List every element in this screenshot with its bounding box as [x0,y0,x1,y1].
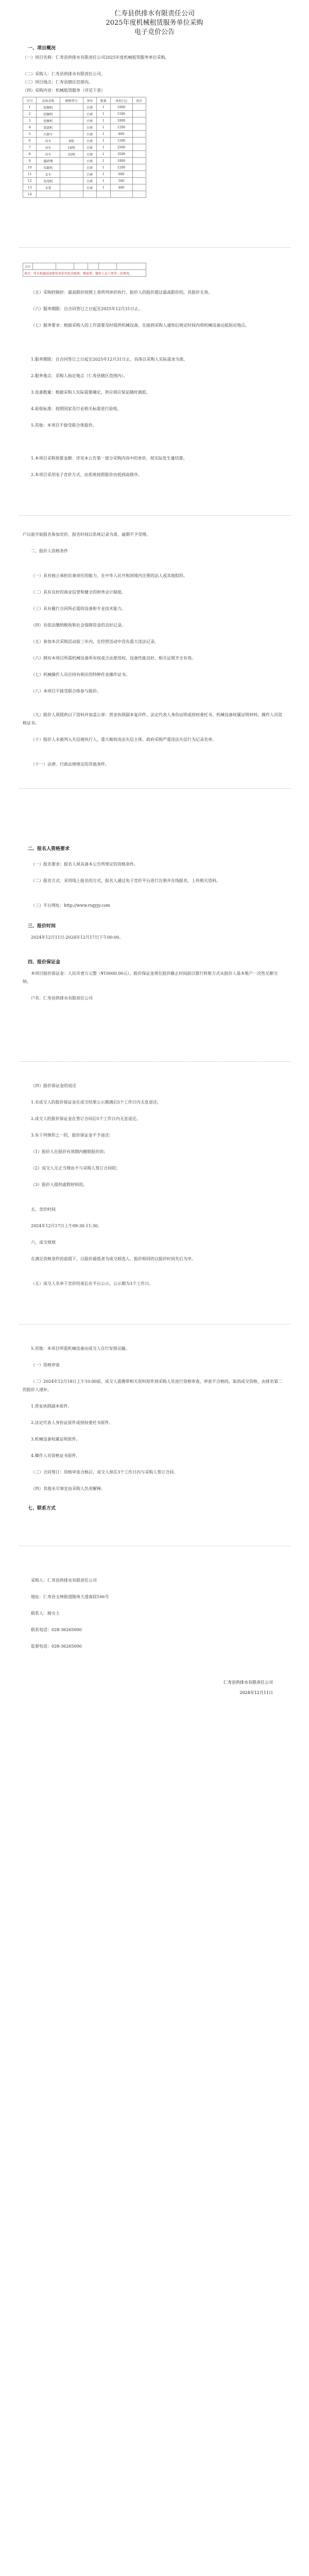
table-cell [132,117,146,124]
table-cell: 台班 [83,158,96,164]
table-cell: 2500 [110,144,132,151]
paragraph: 六、成交规则 [31,1240,56,1245]
paragraph: （二）2024年12月18日上午10:00前，成交人需携带相关资料原件到采购人处进行资格审查，审查不合格的，取消成交资格，由排名第二的报价人递补。 [23,1379,282,1392]
table-cell [60,171,83,178]
table-cell: 500 [110,178,132,184]
paragraph: 户以前开始报名参加竞价，报名时间以系统记录为准，逾期不予受理。 [23,532,150,537]
table-cell [132,144,146,151]
page-break [20,247,290,248]
paragraph: （四）其他未尽事宜由采购人负责解释。 [31,1486,105,1491]
paragraph: 在满足资格条件的前提下，以报价最低者为成交候选人，报价相同的以报价时间先后为序。 [31,1257,196,1261]
paragraph: 4.验收标准：按照国家及行业相关标准进行验收。 [31,406,122,411]
table-cell [60,111,83,117]
table-cell: 1 [97,158,110,164]
table-cell [37,191,60,198]
table-cell: 25吨 [60,151,83,158]
table-row [23,117,146,124]
paragraph: （五）参加本次采购活动前三年内，在经营活动中没有重大违法记录。 [31,639,159,644]
table-cell: 14 [23,191,37,198]
table-cell [60,131,83,138]
table-cell [60,124,83,131]
table-cell: 吊车 [37,144,60,151]
paragraph: 2.服务地点：采购人指定地点（仁寿县辖区范围内）。 [31,374,128,378]
table-cell [60,117,83,124]
table-cell: 台班 [83,178,96,184]
table-cell: 挖掘机 [37,104,60,111]
table-cell [117,263,146,270]
rental-table-continued [23,263,146,277]
table-cell: 8 [23,151,37,158]
table-cell: 1200 [110,124,132,131]
table-cell: 2 [23,111,37,117]
paragraph: （三）合同签订：资格审查合格后，成交人须在3个工作日内与采购人签订合同。 [31,1470,178,1475]
table-cell: 1500 [110,138,132,144]
paragraph: （五）采购控制价：最高限价按照上表所列单价执行，报价人的报价超过最高限价的，其报价无效。 [31,290,212,295]
table-cell: 1000 [110,104,132,111]
signature-date: 2024年12月11日 [239,1690,273,1695]
table-header-cell: 单位 [83,97,96,104]
table-cell: 1 [97,111,110,117]
contact-line: 地址：仁寿县文林街道陵州大道南段166号 [31,1595,109,1599]
paragraph: （一）报名要求：报名人须具备本公告所规定的资格条件。 [31,862,138,867]
paragraph: （二）采购人：仁寿县供排水有限责任公司。 [23,72,105,76]
table-cell [110,191,132,198]
table-cell: 叉车 [37,171,60,178]
table-row [23,164,146,171]
table-cell: 3 [23,117,37,124]
table-cell: 16吨 [60,144,83,151]
table-cell: 1800 [110,117,132,124]
table-row [23,178,146,184]
paragraph: 3.有下列情形之一的，报价保证金不予退还： [31,1133,113,1138]
table-row [23,151,146,158]
table-row [23,270,146,277]
table-cell: 1 [97,178,110,184]
table-row [23,144,146,151]
table-cell [132,184,146,191]
contact-phone: 监督电话：028-36265000 [31,1644,82,1649]
table-cell: 装载机 [37,124,60,131]
table-header-cell: 规格型号 [60,97,83,104]
table-cell [132,151,146,158]
paragraph: 3.机械设备权属证明原件。 [31,1437,80,1442]
title-project: 2025年度机械租赁服务单位采购 [106,19,203,27]
table-cell [60,178,83,184]
paragraph: （六）拥有本项目所需机械设备所有权或合法使用权，设备性能良好，相关证照齐全有效。 [31,656,196,660]
table-row [23,191,146,198]
table-row [23,138,146,144]
table-cell [88,263,99,270]
paragraph: 1.未成交人的报价保证金在成交结果公示期满后5个工作日内无息退还。 [31,1100,161,1105]
table-cell: 合计 [23,263,33,270]
paragraph: 2024年12月17日上午09:30-11:30。 [31,1224,102,1228]
table-cell: 挖掘机 [37,111,60,117]
table-cell [83,191,96,198]
table-row [23,263,146,270]
paragraph: 1.营业执照副本原件。 [31,1404,72,1409]
table-cell: 1 [97,151,110,158]
table-cell: 1 [97,138,110,144]
table-cell: 台班 [83,144,96,151]
table-cell: 台班 [83,171,96,178]
table-cell: 6 [23,138,37,144]
paragraph: （八）本项目不接受联合体参与报价。 [31,689,101,693]
table-header-cell: 序号 [23,97,37,104]
paragraph: （三）项目地点：仁寿县辖区范围内。 [23,80,93,84]
table-header-cell: 备注 [132,97,146,104]
paragraph: （九）报价人须提供以下资料并加盖公章：营业执照副本复印件、法定代表人身份证明或授权委托书、机械设备权属证明材料、操作人员资格证书。 [23,713,282,725]
table-cell: 5 [23,131,37,138]
table-cell: 破碎锤 [37,158,60,164]
paragraph: （一）具有独立承担民事责任的能力，在中华人民共和国境内注册的法人或其他组织。 [31,573,187,578]
table-cell: 1 [97,144,110,151]
table-cell: 1 [97,104,110,111]
section-heading-registration: 二、报名人资格要求 [28,846,70,852]
section-heading-overview: 一、项目概况 [28,46,56,51]
title-company: 仁寿县供排水有限责任公司 [114,10,195,18]
paragraph: （2）成交人无正当理由不与采购人签订合同的； [31,1166,121,1171]
table-cell: 台班 [83,124,96,131]
table-cell [132,191,146,198]
platform-link[interactable]: （三）平台网址：http://www.rsgyjy.com [31,903,110,908]
table-cell [60,158,83,164]
paragraph: （二）具有良好的商业信誉和健全的财务会计制度。 [31,590,126,595]
paragraph: （四）报价保证金的退还 [31,1083,76,1088]
table-header-cell: 数量 [97,97,110,104]
table-header-row [23,97,146,104]
table-cell [132,171,146,178]
page-break [20,788,290,789]
page-break [20,515,290,516]
paragraph: （1）报价人在报价有效期内撤销报价的； [31,1149,108,1154]
page-break [20,1061,290,1062]
table-cell: 1 [97,117,110,124]
section-heading-contact: 七、联系方式 [28,1506,56,1511]
paragraph: （六）服务期限：自合同签订之日起至2025年12月31日止。 [31,307,143,311]
table-row [23,104,146,111]
table-cell: 1 [97,171,110,178]
table-row [23,171,146,178]
table-cell [132,164,146,171]
paragraph: （七）机械操作人员应持有相应的特种作业操作证书。 [31,672,130,677]
paragraph: （十）报价人未被列入失信被执行人、重大税收违法失信主体、政府采购严重违法失信行为记录名单。 [31,737,216,742]
table-header-cell: 设备名称 [37,97,60,104]
table-cell: 台班 [83,104,96,111]
table-cell [60,164,83,171]
paragraph: 2.法定代表人身份证原件或授权委托书原件。 [31,1420,113,1425]
table-header-cell: 单价(元) [110,97,132,104]
section-heading-deposit: 四、报价保证金 [28,960,61,965]
table-cell: 7 [23,144,37,151]
paragraph: 4.操作人员资格证书原件。 [31,1453,80,1458]
paragraph: （一）项目名称：仁寿县供排水有限责任公司2025年度机械租赁服务单位采购。 [23,55,169,60]
table-cell [132,131,146,138]
paragraph: 户名：仁寿县供排水有限责任公司 [31,996,93,1001]
paragraph: （3）报价人提供虚假材料的。 [31,1182,88,1187]
table-cell: 13 [23,184,37,191]
table-cell [74,263,88,270]
table-cell [132,104,146,111]
table-cell [60,191,83,198]
table-cell: 11 [23,171,37,178]
table-cell: 水泵 [37,184,60,191]
table-cell: 12 [23,178,37,184]
table-row [23,131,146,138]
table-cell: 台班 [83,164,96,171]
table-cell: 台班 [83,111,96,117]
table-cell: 400 [110,184,132,191]
table-cell: 4 [23,124,37,131]
paragraph: 1.服务期限：自合同签订之日起至2025年12月31日止，具体以采购人实际需求为准。 [31,357,188,362]
paragraph: （七）服务要求：根据采购人的工作需要及时提供机械设备，在接到采购人通知后规定时间内将机械设备运抵指定地点。 [31,323,249,328]
rental-table-body [23,104,146,198]
table-cell: 1800 [110,158,132,164]
paragraph: （四）有依法缴纳税收和社会保障资金的良好记录。 [31,623,126,628]
paragraph: 本项目报价保证金：人民币壹万元整（¥10000.00元），报价保证金须在报价截止时间前以银行转账方式从报价人基本账户一次性足额交纳。 [23,971,278,984]
table-cell: 台班 [83,184,96,191]
table-cell: 1200 [110,164,132,171]
paragraph: 5.其他：本项目不接受联合体报价。 [31,423,97,428]
section-heading-quote-time: 三、报价时间 [28,924,56,929]
table-cell: 台班 [83,138,96,144]
table-cell: 1 [97,131,110,138]
contact-line: 联系人：杨女士 [31,1611,60,1616]
table-cell: 9 [23,158,37,164]
table-row [23,111,146,117]
table-cell: 8吨 [60,138,83,144]
paragraph: 五、竞价时间 [31,1207,56,1212]
table-cell [132,111,146,117]
table-cell [60,184,83,191]
table-cell: 自卸车 [37,131,60,138]
table-row [23,158,146,164]
table-cell [132,178,146,184]
rental-table-head [23,97,146,104]
table-cell: 挖掘机 [37,117,60,124]
table-cell: 600 [110,171,132,178]
paragraph: （十一）法律、行政法规规定的其他条件。 [31,762,109,767]
table-cell: 发电机 [37,178,60,184]
paragraph: （五）成交人名单于竞价结束后在平台公示，公示期为3个工作日。 [31,1281,153,1286]
rental-table [23,97,146,198]
table-cell: 台班 [83,117,96,124]
paragraph: 1.本项目采购预算金额：详见本公告第一部分采购内容中的单价，按实际发生量结算。 [31,456,187,461]
paragraph: 3.设备数量：根据采购人实际需要确定，供应商应保证随时调派。 [31,390,150,395]
paragraph: 2.成交人的报价保证金在签订合同后5个工作日内无息退还。 [31,1116,141,1121]
paragraph: 2.本项目采用电子竞价方式，由系统按照报价由低到高排序。 [31,472,142,477]
table-cell: 台班 [83,151,96,158]
table-cell: 3500 [110,151,132,158]
table-cell [132,124,146,131]
table-cell [60,104,83,111]
contact-phone: 联系电话：028-36265000 [31,1628,82,1632]
table-cell [132,158,146,164]
table-cell [132,138,146,144]
table-cell: 1 [97,124,110,131]
table-cell: 1 [97,184,110,191]
table-cell [33,263,56,270]
paragraph: （一）资格审查 [31,1363,60,1367]
table-cell [56,263,74,270]
table-cell: 10 [23,164,37,171]
table-cell: 1 [97,164,110,171]
table-cell: 吊车 [37,151,60,158]
paragraph: （三）具有履行合同所必需的设备和专业技术能力。 [31,606,126,611]
table-cell: 1500 [110,111,132,117]
paragraph: （四）采购内容：机械租赁服务（详见下表） [23,88,105,93]
table-cell: 台班 [83,131,96,138]
paragraph: （二）报名方式：采用线上报名的方式，报名人通过电子竞价平台进行注册并在线报名，上传相关资料。 [31,878,220,883]
signature-org: 仁寿县供排水有限责任公司 [224,1680,273,1685]
table-row [23,124,146,131]
paragraph: 2024年12月11日-2024年12月17日下午00:00。 [31,935,124,940]
table-cell [99,263,117,270]
table-cell: 吊车 [37,138,60,144]
paragraph: 二、报价人资格条件 [31,549,68,553]
table-cell: 1 [23,104,37,111]
paragraph: 5.其他：本项目所需机械设备由成交人自行安排运输。 [31,1346,130,1351]
table-cell: 800 [110,131,132,138]
table-row [23,184,146,191]
table-cell [97,191,110,198]
table-note: 备注：所有机械设备租赁单价均包含税费、燃油费、操作人员工资等一切费用。 [23,270,146,277]
table-cell: 压路机 [37,164,60,171]
page-break [20,1324,290,1325]
title-notice: 电子竞价公告 [134,28,175,36]
contact-line: 采购人：仁寿县供排水有限责任公司 [31,1578,97,1583]
